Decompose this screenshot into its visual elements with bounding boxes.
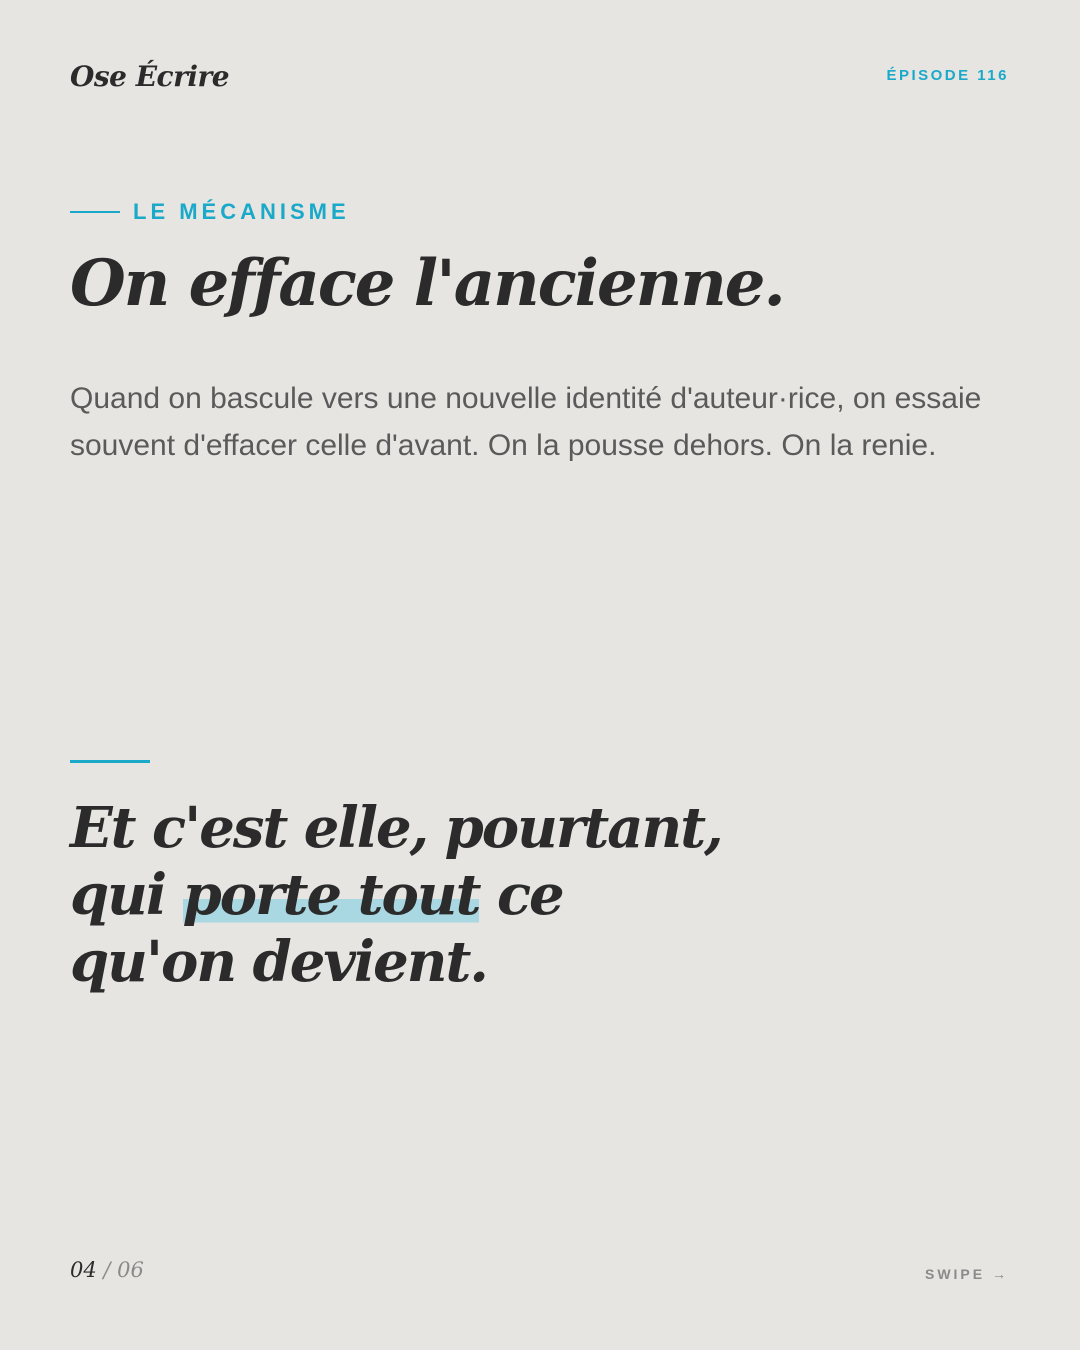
page-total: 06 (117, 1258, 144, 1282)
page-indicator (70, 1258, 144, 1282)
section-label (70, 199, 350, 225)
quote-line-2 (70, 862, 722, 929)
quote-line-2-start: qui (70, 862, 183, 928)
quote-line-2-end: ce (479, 862, 563, 928)
quote-accent-rule (70, 760, 150, 763)
quote-highlight: porte tout (182, 862, 480, 928)
brand-logo: Ose Écrire (70, 60, 230, 93)
quote-line-3: qu'on devient. (70, 929, 487, 995)
swipe-hint[interactable]: SWIPE → (924, 1266, 1009, 1282)
section-label-text: LE MÉCANISME (133, 199, 350, 224)
page-separator: / (96, 1258, 118, 1282)
section-title: On efface l'ancienne. (70, 246, 784, 321)
label-accent-line (70, 211, 120, 213)
page-current: 04 (70, 1258, 97, 1282)
pull-quote (70, 795, 722, 996)
quote-line-1: Et c'est elle, pourtant, (70, 795, 722, 861)
body-paragraph: Quand on bascule vers une nouvelle identité d'auteur·rice, on essaie souvent d'effacer celle d'avant. On la pousse dehors. On la renie. (70, 382, 982, 462)
episode-label: ÉPISODE 116 (886, 67, 1009, 84)
